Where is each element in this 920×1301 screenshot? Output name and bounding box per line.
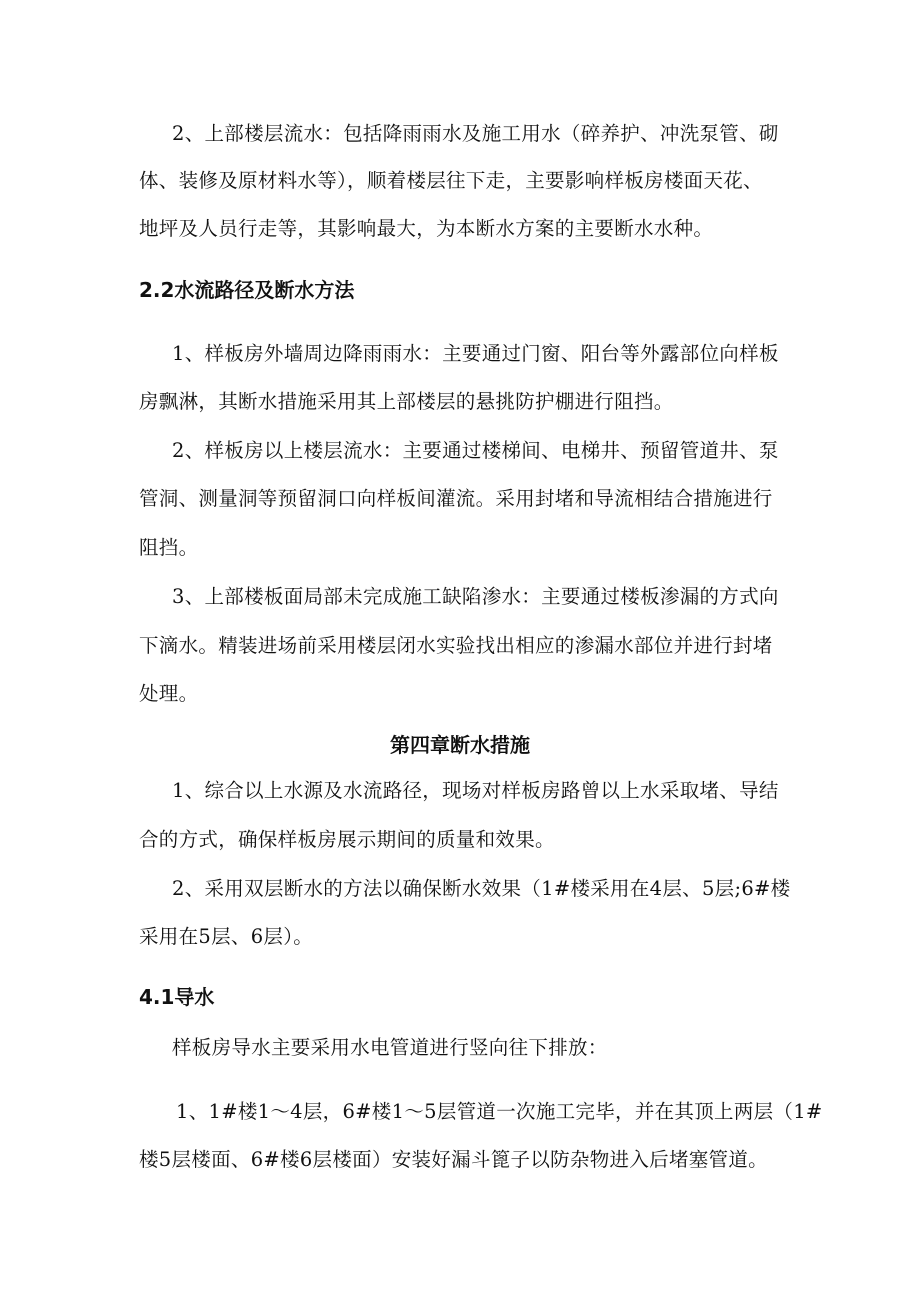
text-line: 体、装修及原材料水等），顺着楼层往下走，主要影响样板房楼面天花、 (139, 169, 763, 192)
text-line: 阻挡。 (139, 536, 199, 559)
section-heading-4-1: 4.1导水 (139, 985, 215, 1009)
text-line: 1、样板房外墙周边降雨雨水：主要通过门窗、阳台等外露部位向样板 (172, 342, 779, 365)
text-line: 楼5层楼面、6#楼6层楼面）安装好漏斗篦子以防杂物进入后堵塞管道。 (139, 1148, 768, 1171)
chapter-title: 第四章断水措施 (390, 733, 530, 757)
text-line: 房飘淋，其断水措施采用其上部楼层的悬挑防护棚进行阻挡。 (139, 390, 674, 413)
text-line: 2、样板房以上楼层流水：主要通过楼梯间、电梯井、预留管道井、泵 (172, 439, 779, 462)
text-line: 地坪及人员行走等，其影响最大，为本断水方案的主要断水水种。 (139, 217, 714, 240)
text-line: 管洞、测量洞等预留洞口向样板间灌流。采用封堵和导流相结合措施进行 (139, 487, 773, 510)
text-line: 采用在5层、6层）。 (139, 925, 314, 948)
text-line: 1、1#楼1～4层，6#楼1～5层管道一次施工完毕，并在其顶上两层（1# (176, 1100, 823, 1123)
text-line: 处理。 (139, 682, 199, 705)
text-line: 3、上部楼板面局部未完成施工缺陷渗水：主要通过楼板渗漏的方式向 (172, 585, 779, 608)
text-line: 合的方式，确保样板房展示期间的质量和效果。 (139, 828, 555, 851)
text-line: 下滴水。精装进场前采用楼层闭水实验找出相应的渗漏水部位并进行封堵 (139, 634, 773, 657)
section-heading-2-2: 2.2水流路径及断水方法 (139, 278, 355, 302)
text-line: 1、综合以上水源及水流路径，现场对样板房路曾以上水采取堵、导结 (172, 779, 779, 802)
text-line: 2、上部楼层流水：包括降雨雨水及施工用水（碎养护、冲洗泵管、砌 (172, 122, 779, 145)
text-line: 2、采用双层断水的方法以确保断水效果（1#楼采用在4层、5层;6#楼 (172, 877, 791, 900)
text-line: 样板房导水主要采用水电管道进行竖向往下排放： (172, 1036, 608, 1059)
